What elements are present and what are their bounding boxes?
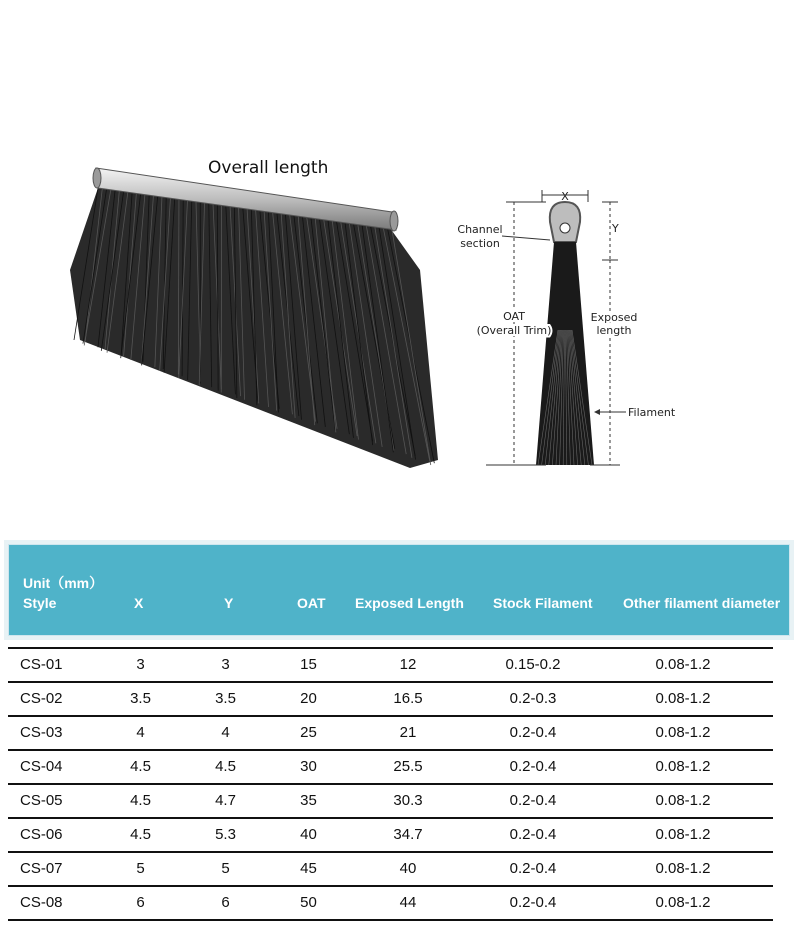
filament-label: Filament xyxy=(628,406,676,419)
oat-label-line1: OAT xyxy=(503,310,525,323)
cell-y: 4.7 xyxy=(215,792,236,809)
cell-stock-filament: 0.2-0.4 xyxy=(509,724,557,741)
y-dimension-label: Y xyxy=(612,222,619,235)
overall-length-title: Overall length xyxy=(208,158,329,178)
cell-x: 3 xyxy=(136,656,145,673)
cell-x: 6 xyxy=(136,894,145,911)
header-other-filament-diameter: Other filament diameter xyxy=(623,595,781,611)
cell-style: CS-04 xyxy=(20,758,63,775)
cell-other-filament-diameter: 0.08-1.2 xyxy=(655,792,711,809)
cell-style: CS-02 xyxy=(20,690,63,707)
cell-style: CS-08 xyxy=(20,894,63,911)
channel-label-line1: Channel xyxy=(457,223,503,236)
table-row xyxy=(8,717,773,751)
cell-other-filament-diameter: 0.08-1.2 xyxy=(655,724,711,741)
cell-oat: 20 xyxy=(300,690,317,707)
cell-oat: 35 xyxy=(300,792,317,809)
cell-stock-filament: 0.2-0.3 xyxy=(509,690,557,707)
table-row xyxy=(8,647,773,683)
cell-oat: 30 xyxy=(300,758,317,775)
header-exposed-length: Exposed Length xyxy=(355,595,464,611)
cell-x: 4.5 xyxy=(130,792,151,809)
cell-other-filament-diameter: 0.08-1.2 xyxy=(655,690,711,707)
brush-strip-illustration xyxy=(60,150,450,480)
cell-style: CS-06 xyxy=(20,826,63,843)
cell-exposed-length: 30.3 xyxy=(393,792,423,809)
cell-y: 4.5 xyxy=(215,758,236,775)
cell-stock-filament: 0.2-0.4 xyxy=(509,758,557,775)
cell-oat: 15 xyxy=(300,656,317,673)
cell-oat: 45 xyxy=(300,860,317,877)
table-row xyxy=(8,751,773,785)
channel-label-line2: section xyxy=(460,237,500,250)
cell-exposed-length: 40 xyxy=(399,860,417,877)
header-x: X xyxy=(134,595,144,611)
cell-other-filament-diameter: 0.08-1.2 xyxy=(655,758,711,775)
x-dimension-label: X xyxy=(561,190,569,203)
cell-stock-filament: 0.2-0.4 xyxy=(509,894,557,911)
cell-exposed-length: 25.5 xyxy=(393,758,423,775)
cell-exposed-length: 21 xyxy=(399,724,417,741)
header-y: Y xyxy=(224,595,234,611)
table-row xyxy=(8,683,773,717)
cell-exposed-length: 44 xyxy=(399,894,417,911)
cell-oat: 40 xyxy=(300,826,317,843)
cell-x: 4.5 xyxy=(130,826,151,843)
specification-table xyxy=(8,544,790,636)
header-style: Style xyxy=(23,595,57,611)
cell-stock-filament: 0.15-0.2 xyxy=(505,656,561,673)
cell-y: 4 xyxy=(221,724,230,741)
table-row xyxy=(8,853,773,887)
exposed-label-line1: Exposed xyxy=(590,311,638,324)
cell-y: 3.5 xyxy=(215,690,236,707)
cell-exposed-length: 16.5 xyxy=(393,690,423,707)
table-row xyxy=(8,819,773,853)
filament-body xyxy=(536,242,594,465)
cell-exposed-length: 12 xyxy=(399,656,417,673)
exposed-label-line2: length xyxy=(596,324,632,337)
cell-oat: 50 xyxy=(300,894,317,911)
cell-other-filament-diameter: 0.08-1.2 xyxy=(655,826,711,843)
cell-stock-filament: 0.2-0.4 xyxy=(509,826,557,843)
cell-y: 5 xyxy=(221,860,230,877)
cell-x: 3.5 xyxy=(130,690,151,707)
header-oat: OAT xyxy=(297,595,326,611)
cell-other-filament-diameter: 0.08-1.2 xyxy=(655,894,711,911)
unit-label: Unit（mm） xyxy=(23,575,104,591)
cell-y: 3 xyxy=(221,656,230,673)
cell-x: 4.5 xyxy=(130,758,151,775)
cell-style: CS-07 xyxy=(20,860,63,877)
cell-other-filament-diameter: 0.08-1.2 xyxy=(655,860,711,877)
cell-other-filament-diameter: 0.08-1.2 xyxy=(655,656,711,673)
cell-x: 5 xyxy=(136,860,145,877)
cell-stock-filament: 0.2-0.4 xyxy=(509,792,557,809)
header-stock-filament: Stock Filament xyxy=(493,595,593,611)
cell-style: CS-01 xyxy=(20,656,63,673)
cell-x: 4 xyxy=(136,724,145,741)
profile-cross-section-diagram xyxy=(450,180,690,480)
cell-exposed-length: 34.7 xyxy=(393,826,423,843)
cell-oat: 25 xyxy=(300,724,317,741)
cell-stock-filament: 0.2-0.4 xyxy=(509,860,557,877)
channel-section-shape xyxy=(550,202,580,242)
cell-style: CS-03 xyxy=(20,724,63,741)
table-row xyxy=(8,887,773,921)
table-header xyxy=(8,544,790,636)
oat-label-line2: (Overall Trim) xyxy=(476,324,552,337)
cell-style: CS-05 xyxy=(20,792,63,809)
table-row xyxy=(8,785,773,819)
cell-y: 6 xyxy=(221,894,230,911)
table-body xyxy=(8,647,773,921)
cell-y: 5.3 xyxy=(215,826,236,843)
